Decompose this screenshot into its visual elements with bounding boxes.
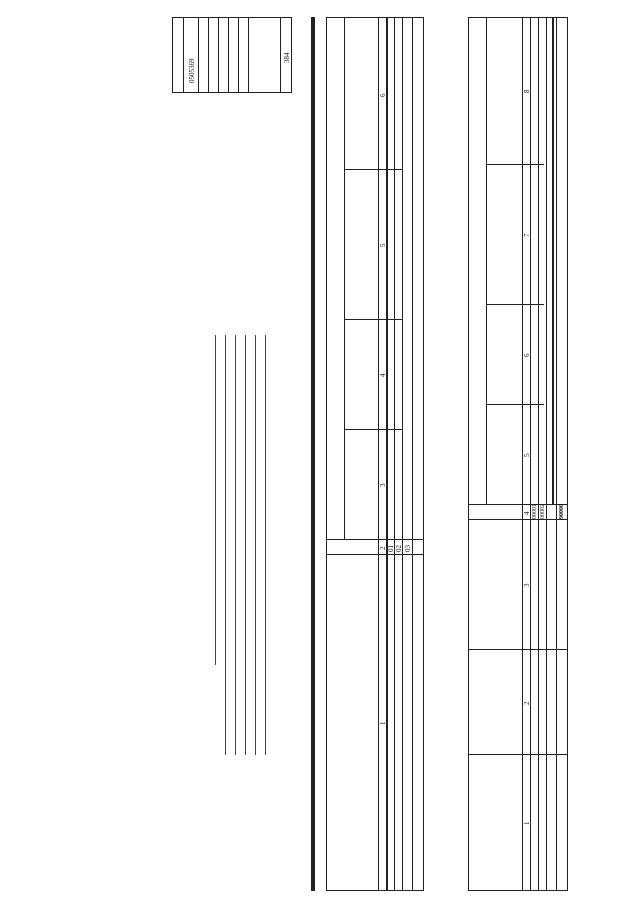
field-line — [245, 335, 246, 755]
col-number: 2 — [523, 701, 531, 705]
table-col-line — [486, 164, 544, 165]
codes-divider — [238, 17, 239, 93]
table-row-line — [402, 17, 403, 891]
table-row-line — [344, 17, 345, 540]
table-row-line — [538, 17, 539, 891]
codes-divider — [228, 17, 229, 93]
field-line — [265, 335, 266, 755]
col-number: 4 — [379, 373, 387, 377]
table-frame — [326, 17, 424, 891]
col-number: 8 — [523, 89, 531, 93]
col-number: 5 — [523, 453, 531, 457]
table-col-line — [468, 649, 568, 650]
row-code: 00002 — [540, 504, 546, 519]
field-line — [225, 335, 226, 755]
col-number: 3 — [523, 583, 531, 587]
table-col-line — [326, 554, 424, 555]
table-row-line — [552, 17, 554, 505]
table-row-line — [412, 17, 413, 891]
field-line — [235, 335, 236, 755]
total-code: 03 — [404, 545, 412, 552]
table-col-line — [486, 404, 544, 405]
col-number: 6 — [523, 353, 531, 357]
codes-divider — [198, 17, 199, 93]
codes-divider — [280, 17, 281, 93]
code-value: 384 — [283, 52, 291, 63]
col-number: 7 — [523, 233, 531, 237]
table-col-line — [486, 304, 544, 305]
field-line — [255, 335, 256, 755]
col-number: 4 — [523, 511, 531, 515]
col-number: 1 — [523, 821, 531, 825]
col-number: 5 — [379, 243, 387, 247]
table-col-line — [326, 539, 424, 540]
row-code: 00001 — [532, 504, 538, 519]
field-line — [215, 335, 216, 665]
table-col-line — [468, 519, 568, 520]
col-number: 6 — [379, 93, 387, 97]
table-row-line — [486, 17, 487, 505]
row-code: 02 — [395, 545, 403, 552]
table-row-line — [556, 17, 557, 891]
section-rule — [311, 17, 315, 891]
row-code: 01 — [387, 545, 395, 552]
table-row-line — [394, 17, 395, 891]
code-value: 0505369 — [188, 58, 196, 83]
col-number: 1 — [379, 721, 387, 725]
codes-divider — [183, 17, 184, 93]
codes-divider — [218, 17, 219, 93]
col-number: 2 — [379, 546, 387, 550]
codes-divider — [248, 17, 249, 93]
col-number: 3 — [379, 483, 387, 487]
codes-divider — [208, 17, 209, 93]
table-row-line — [386, 17, 388, 891]
total-code: 90000 — [559, 504, 565, 519]
table-row-line — [378, 17, 379, 891]
table-col-line — [468, 754, 568, 755]
table-row-line — [546, 17, 547, 891]
